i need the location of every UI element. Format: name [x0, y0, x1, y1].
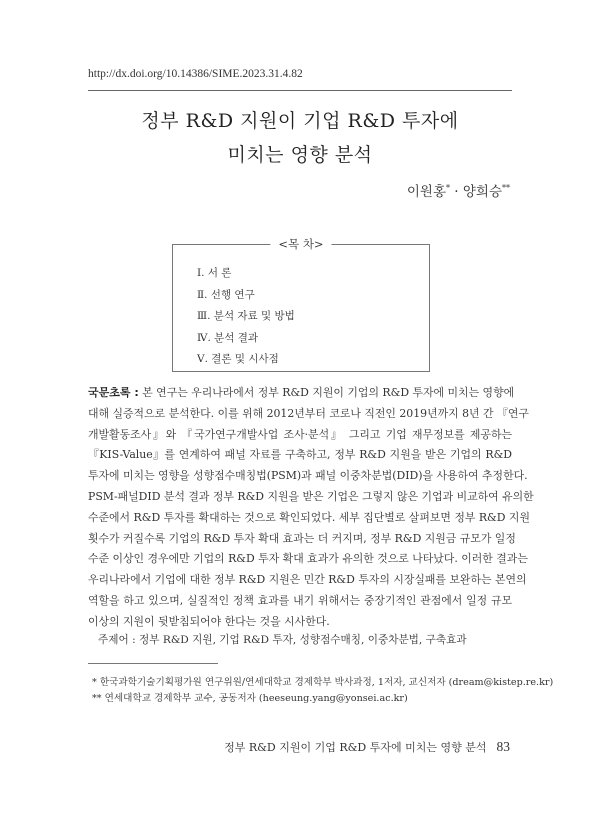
toc-item: Ⅲ. 분석 자료 및 방법	[197, 310, 295, 323]
footnote-1: * 한국과학기술기획평가원 연구위원/연세대학교 경제학부 박사과정, 1저자, 교신저자 (dream@kistep.re.kr)	[92, 677, 554, 688]
author-1-mark: *	[446, 183, 450, 193]
footnote-rule	[88, 663, 218, 664]
paper-title-line2: 미치는 영향 분석	[227, 144, 373, 166]
toc-item: Ⅳ. 분석 결과	[197, 331, 259, 344]
abstract-line: 투자에 미치는 영향을 성향점수매칭법(PSM)과 패널 이중차분법(DID)을 사용하여 추정한다.	[88, 469, 528, 483]
table-of-contents	[172, 237, 430, 372]
abstract-line	[88, 383, 515, 404]
abstract-line: 수준 이상인 경우에만 기업의 R&D 투자 확대 효과가 유의한 것으로 나타났다. 이러한 결과는	[88, 552, 528, 566]
header-rule	[88, 90, 512, 91]
toc-item: Ⅱ. 선행 연구	[197, 288, 255, 301]
abstract-line: 개발활동조사』와 『국가연구개발사업 조사·분석』 그리고 기업 재무정보를 제공하는	[88, 427, 512, 441]
abstract	[88, 383, 534, 633]
abstract-line: 『KIS-Value』를 연계하여 패널 자료를 구축하고, 정부 R&D 지원을 받은 기업의 R&D	[88, 448, 512, 462]
toc-item: Ⅴ. 결론 및 시사점	[197, 353, 279, 366]
authors	[407, 180, 510, 200]
abstract-line: 이상의 지원이 뒷받침되어야 한다는 것을 시사한다.	[88, 614, 330, 628]
author-2-mark: **	[502, 183, 510, 193]
abstract-text: 본 연구는 우리나라에서 정부 R&D 지원이 기업의 R&D 투자에 미치는 영향에	[138, 386, 515, 399]
abstract-line: 대해 실증적으로 분석한다. 이를 위해 2012년부터 코로나 직전인 2019년까지 8년 간 『연구	[88, 406, 529, 420]
abstract-line: 횟수가 커질수록 기업의 R&D 투자 확대 효과는 더 커지며, 정부 R&D 지원금 규모가 일정	[88, 531, 516, 545]
author-2: 양희승	[462, 184, 502, 200]
abstract-label: 국문초록 :	[88, 386, 139, 399]
running-footer	[224, 739, 510, 755]
author-1: 이원홍	[406, 184, 446, 200]
abstract-line: 역할을 하고 있으며, 실질적인 정책 효과를 내기 위해서는 중장기적인 관점에서 일정 규모	[88, 593, 512, 607]
abstract-line: PSM-패널DID 분석 결과 정부 R&D 지원을 받은 기업은 그렇지 않은 기업과 비교하여 유의한	[88, 489, 534, 503]
page-number: 83	[496, 739, 510, 754]
author-separator: ·	[450, 184, 463, 200]
toc-item: Ⅰ. 서 론	[197, 267, 232, 279]
toc-title: <목 차>	[270, 236, 331, 252]
footnote-2: ** 연세대학교 경제학부 교수, 공동저자 (heeseung.yang@yonsei.ac.kr)	[92, 693, 408, 704]
doi-link[interactable]: http://dx.doi.org/10.14386/SIME.2023.31.4.82	[88, 68, 303, 80]
abstract-line: 수준에서 R&D 투자를 확대하는 것으로 확인되었다. 세부 집단별로 살펴보면 정부 R&D 지원	[88, 510, 530, 524]
paper-title-line1: 정부 R&D 지원이 기업 R&D 투자에	[141, 110, 459, 132]
abstract-line: 우리나라에서 기업에 대한 정부 R&D 지원은 민간 R&D 투자의 시장실패를 보완하는 본연의	[88, 573, 527, 587]
toc-list	[197, 263, 295, 371]
running-title: 정부 R&D 지원이 기업 R&D 투자에 미치는 영향 분석	[224, 741, 487, 754]
keywords: 주제어 : 정부 R&D 지원, 기업 R&D 투자, 성향점수매칭, 이중차분법, 구축효과	[98, 634, 467, 646]
